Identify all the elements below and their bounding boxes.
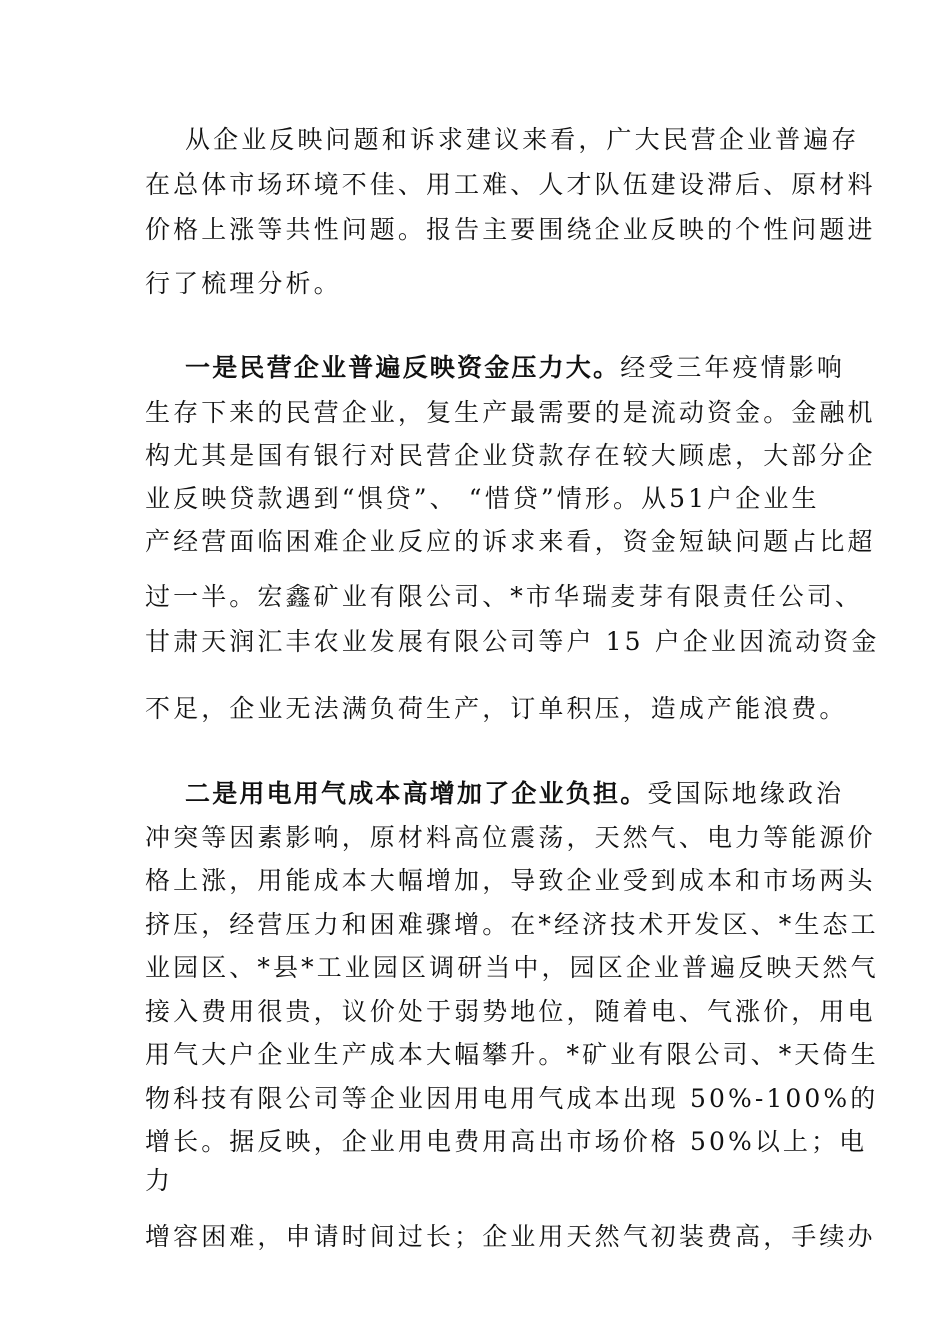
paragraph-1-line-2: 在总体市场环境不佳、用工难、人才队伍建设滞后、原材料 bbox=[145, 170, 876, 199]
paragraph-3-line-5: 业园区、*县*工业园区调研当中，园区企业普遍反映天然气 bbox=[145, 953, 879, 982]
paragraph-2-line-6: 过一半。宏鑫矿业有限公司、*市华瑞麦芽有限责任公司、 bbox=[145, 582, 864, 611]
paragraph-3-heading: 二是用电用气成本高增加了企业负担。 bbox=[185, 779, 648, 808]
paragraph-2-line-2: 生存下来的民营企业，复生产最需要的是流动资金。金融机 bbox=[145, 398, 876, 427]
paragraph-2-heading: 一是民营企业普遍反映资金压力大。 bbox=[185, 353, 621, 382]
paragraph-3-line-9: 增长。据反映，企业用电费用高出市场价格 50%以上；电 bbox=[145, 1127, 868, 1156]
paragraph-2-line-5: 产经营面临困难企业反应的诉求来看，资金短缺问题占比超 bbox=[145, 527, 876, 556]
paragraph-1-line-4: 行了梳理分析。 bbox=[145, 269, 342, 298]
paragraph-3-first-line bbox=[185, 779, 844, 809]
paragraph-3-first-line-text: 受国际地缘政治 bbox=[647, 779, 845, 808]
paragraph-3-line-6: 接入费用很贵，议价处于弱势地位，随着电、气涨价，用电 bbox=[145, 997, 876, 1026]
paragraph-3-line-2: 冲突等因素影响，原材料高位震荡，天然气、电力等能源价 bbox=[145, 823, 876, 852]
paragraph-2-line-7: 甘肃天润汇丰农业发展有限公司等户 15 户企业因流动资金 bbox=[145, 627, 880, 656]
paragraph-2-line-3: 构尤其是国有银行对民营企业贷款存在较大顾虑，大部分企 bbox=[145, 441, 876, 470]
paragraph-3-line-7: 用气大户企业生产成本大幅攀升。*矿业有限公司、*天倚生 bbox=[145, 1040, 879, 1069]
paragraph-1-line-1: 从企业反映问题和诉求建议来看，广大民营企业普遍存 bbox=[185, 125, 860, 154]
paragraph-2-line-8: 不足，企业无法满负荷生产，订单积压，造成产能浪费。 bbox=[145, 694, 848, 723]
paragraph-3-line-8: 物科技有限公司等企业因用电用气成本出现 50%-100%的 bbox=[145, 1084, 879, 1113]
paragraph-2-first-line bbox=[185, 353, 845, 383]
paragraph-2-line-4: 业反映贷款遇到“惧贷”、 “惜贷”情形。从51户企业生 bbox=[145, 484, 820, 513]
paragraph-2-first-line-text: 经受三年疫情影响 bbox=[620, 353, 846, 382]
paragraph-3-line-11: 增容困难，申请时间过长；企业用天然气初装费高，手续办 bbox=[145, 1222, 876, 1251]
paragraph-1-line-3: 价格上涨等共性问题。报告主要围绕企业反映的个性问题进 bbox=[145, 215, 876, 244]
paragraph-3-line-4: 挤压，经营压力和困难骤增。在*经济技术开发区、*生态工 bbox=[145, 910, 879, 939]
paragraph-3-line-3: 格上涨，用能成本大幅增加，导致企业受到成本和市场两头 bbox=[145, 866, 876, 895]
paragraph-3-line-10: 力 bbox=[145, 1166, 174, 1195]
